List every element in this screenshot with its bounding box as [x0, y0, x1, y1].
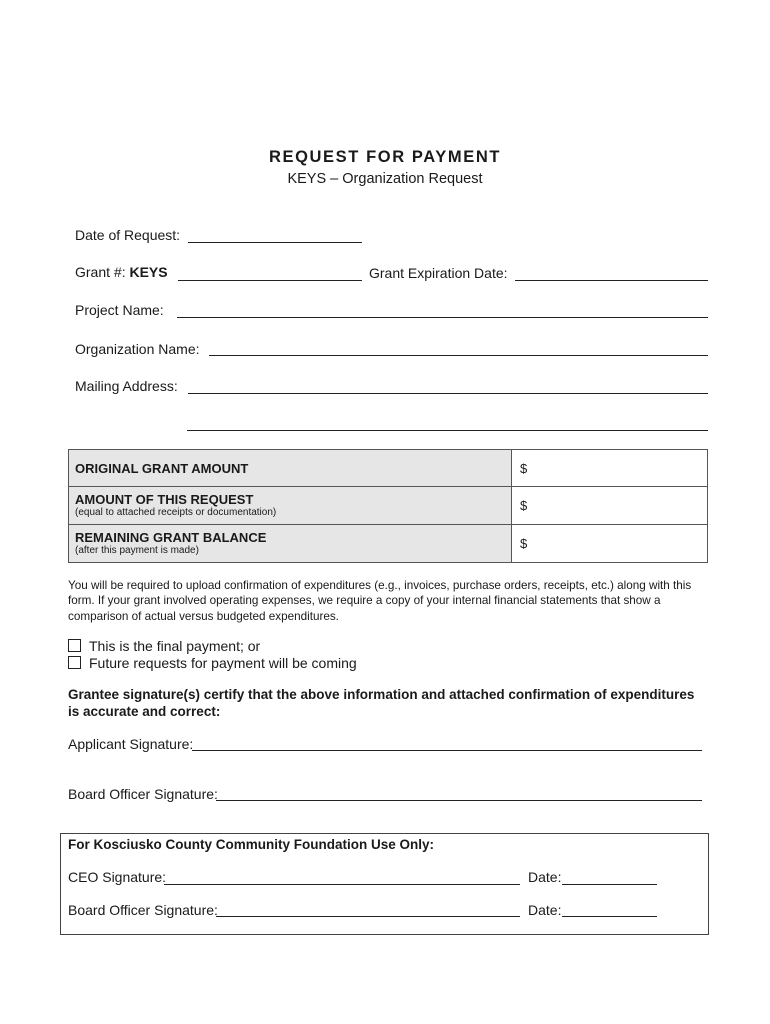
mailing-address-field-line2[interactable]: [187, 430, 708, 431]
amount-label-cell: [69, 525, 512, 563]
kccf-board-officer-signature-field[interactable]: [216, 916, 520, 917]
board-officer-signature-field[interactable]: [216, 800, 702, 801]
date-of-request-label: Date of Request:: [75, 227, 181, 243]
grant-number-value: KEYS: [129, 264, 168, 280]
mailing-address-field[interactable]: [188, 393, 708, 394]
original-grant-amount-label: ORIGINAL GRANT AMOUNT: [75, 460, 249, 476]
amount-row-remaining: [69, 525, 708, 563]
organization-name-field[interactable]: [209, 355, 708, 356]
board-officer-signature-label: Board Officer Signature:: [68, 786, 218, 802]
board-officer-date-field[interactable]: [562, 916, 657, 917]
project-name-field[interactable]: [177, 317, 708, 318]
final-payment-checkbox[interactable]: [68, 639, 81, 652]
mailing-address-label: Mailing Address:: [75, 378, 178, 394]
remaining-balance-label: REMAINING GRANT BALANCE: [75, 530, 267, 545]
original-grant-amount-field[interactable]: [512, 450, 708, 487]
remaining-balance-field[interactable]: [512, 525, 708, 563]
page-title: REQUEST FOR PAYMENT: [268, 148, 502, 166]
organization-name-label: Organization Name:: [75, 341, 200, 357]
future-requests-label: Future requests for payment will be coming: [89, 655, 357, 671]
date-of-request-field[interactable]: [188, 242, 362, 243]
grant-expiration-field[interactable]: [515, 280, 708, 281]
option-final-payment[interactable]: [68, 638, 260, 654]
ceo-date-label: Date:: [528, 869, 562, 885]
grant-expiration-label: Grant Expiration Date:: [369, 265, 508, 281]
instructions-paragraph: You will be required to upload confirmation of expenditures (e.g., invoices, purchase orders, receipts, etc.) along with this form. If your grant involved operating expenses, we require a copy of your internal financial statements that show a comparison of actual versus budgeted expenditures.: [68, 579, 692, 623]
ceo-date-field[interactable]: [562, 884, 657, 885]
currency-symbol: $: [520, 536, 528, 551]
amount-label-cell: [69, 487, 512, 525]
page-subtitle: KEYS – Organization Request: [287, 171, 483, 187]
applicant-signature-field[interactable]: [192, 750, 702, 751]
amount-row-request: [69, 487, 708, 525]
grant-number-field[interactable]: [178, 280, 362, 281]
currency-symbol: $: [520, 460, 528, 476]
final-payment-label: This is the final payment; or: [89, 638, 261, 654]
ceo-signature-field[interactable]: [164, 884, 520, 885]
kccf-board-officer-signature-label: Board Officer Signature:: [68, 902, 218, 918]
amounts-table: [68, 449, 708, 563]
applicant-signature-label: Applicant Signature:: [68, 736, 194, 752]
future-requests-checkbox[interactable]: [68, 656, 81, 669]
amount-of-request-label: AMOUNT OF THIS REQUEST: [75, 492, 254, 507]
currency-symbol: $: [520, 498, 528, 513]
grant-number-label: Grant #:: [75, 264, 126, 280]
amount-row-original: [69, 450, 708, 487]
amount-of-request-note: (equal to attached receipts or documentation): [75, 507, 277, 518]
amount-of-request-field[interactable]: [512, 487, 708, 525]
grant-number-row: [75, 264, 168, 280]
project-name-label: Project Name:: [75, 302, 164, 318]
foundation-use-heading: For Kosciusko County Community Foundation Use Only:: [68, 837, 435, 852]
amount-label-cell: [69, 450, 512, 487]
remaining-balance-note: (after this payment is made): [75, 545, 199, 556]
board-officer-date-label: Date:: [528, 902, 562, 918]
certification-statement: Grantee signature(s) certify that the above information and attached confirmation of expenditures is accurate and correct:: [68, 687, 695, 719]
ceo-signature-label: CEO Signature:: [68, 869, 167, 885]
option-future-requests[interactable]: [68, 655, 357, 671]
